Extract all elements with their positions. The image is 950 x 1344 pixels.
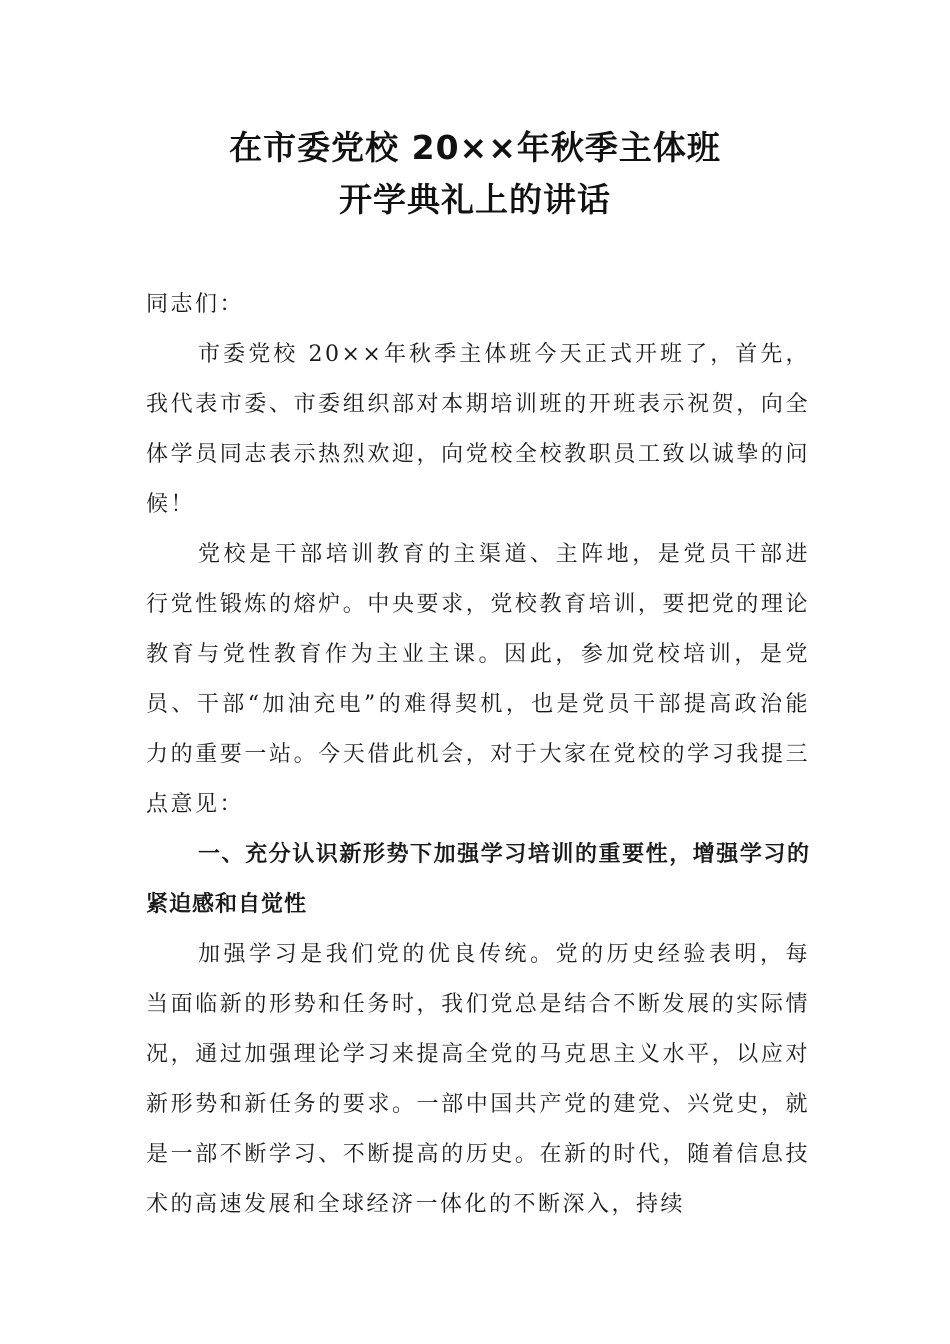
section-heading-1: 一、充分认识新形势下加强学习培训的重要性，增强学习的紧迫感和自觉性 bbox=[146, 842, 810, 917]
paragraph-party-school: 党校是干部培训教育的主渠道、主阵地，是党员干部进行党性锻炼的熔炉。中央要求，党校教育培训，要把党的理论教育与党性教育作为主业主课。因此，参加党校培训，是党员、干部“加油充电”的难得契机，也是党员干部提高政治能力的重要一站。今天借此机会，对于大家在党校的学习我提三点意见： bbox=[146, 542, 810, 817]
salutation: 同志们： bbox=[146, 292, 245, 317]
document-body bbox=[146, 280, 810, 1230]
paragraph-opening: 市委党校 20××年秋季主体班今天正式开班了，首先，我代表市委、市委组织部对本期培训班的开班表示祝贺，向全体学员同志表示热烈欢迎，向党校全校教职员工致以诚挚的问候！ bbox=[146, 342, 810, 517]
document-title-line-1: 在市委党校 20××年秋季主体班 bbox=[229, 128, 721, 167]
document-title-line-2: 开学典礼上的讲话 bbox=[339, 180, 611, 219]
paragraph-section-1: 加强学习是我们党的优良传统。党的历史经验表明，每当面临新的形势和任务时，我们党总是结合不断发展的实际情况，通过加强理论学习来提高全党的马克思主义水平，以应对新形势和新任务的要求。一部中国共产党的建党、兴党史，就是一部不断学习、不断提高的历史。在新的时代，随着信息技术的高速发展和全球经济一体化的不断深入，持续 bbox=[146, 942, 810, 1217]
